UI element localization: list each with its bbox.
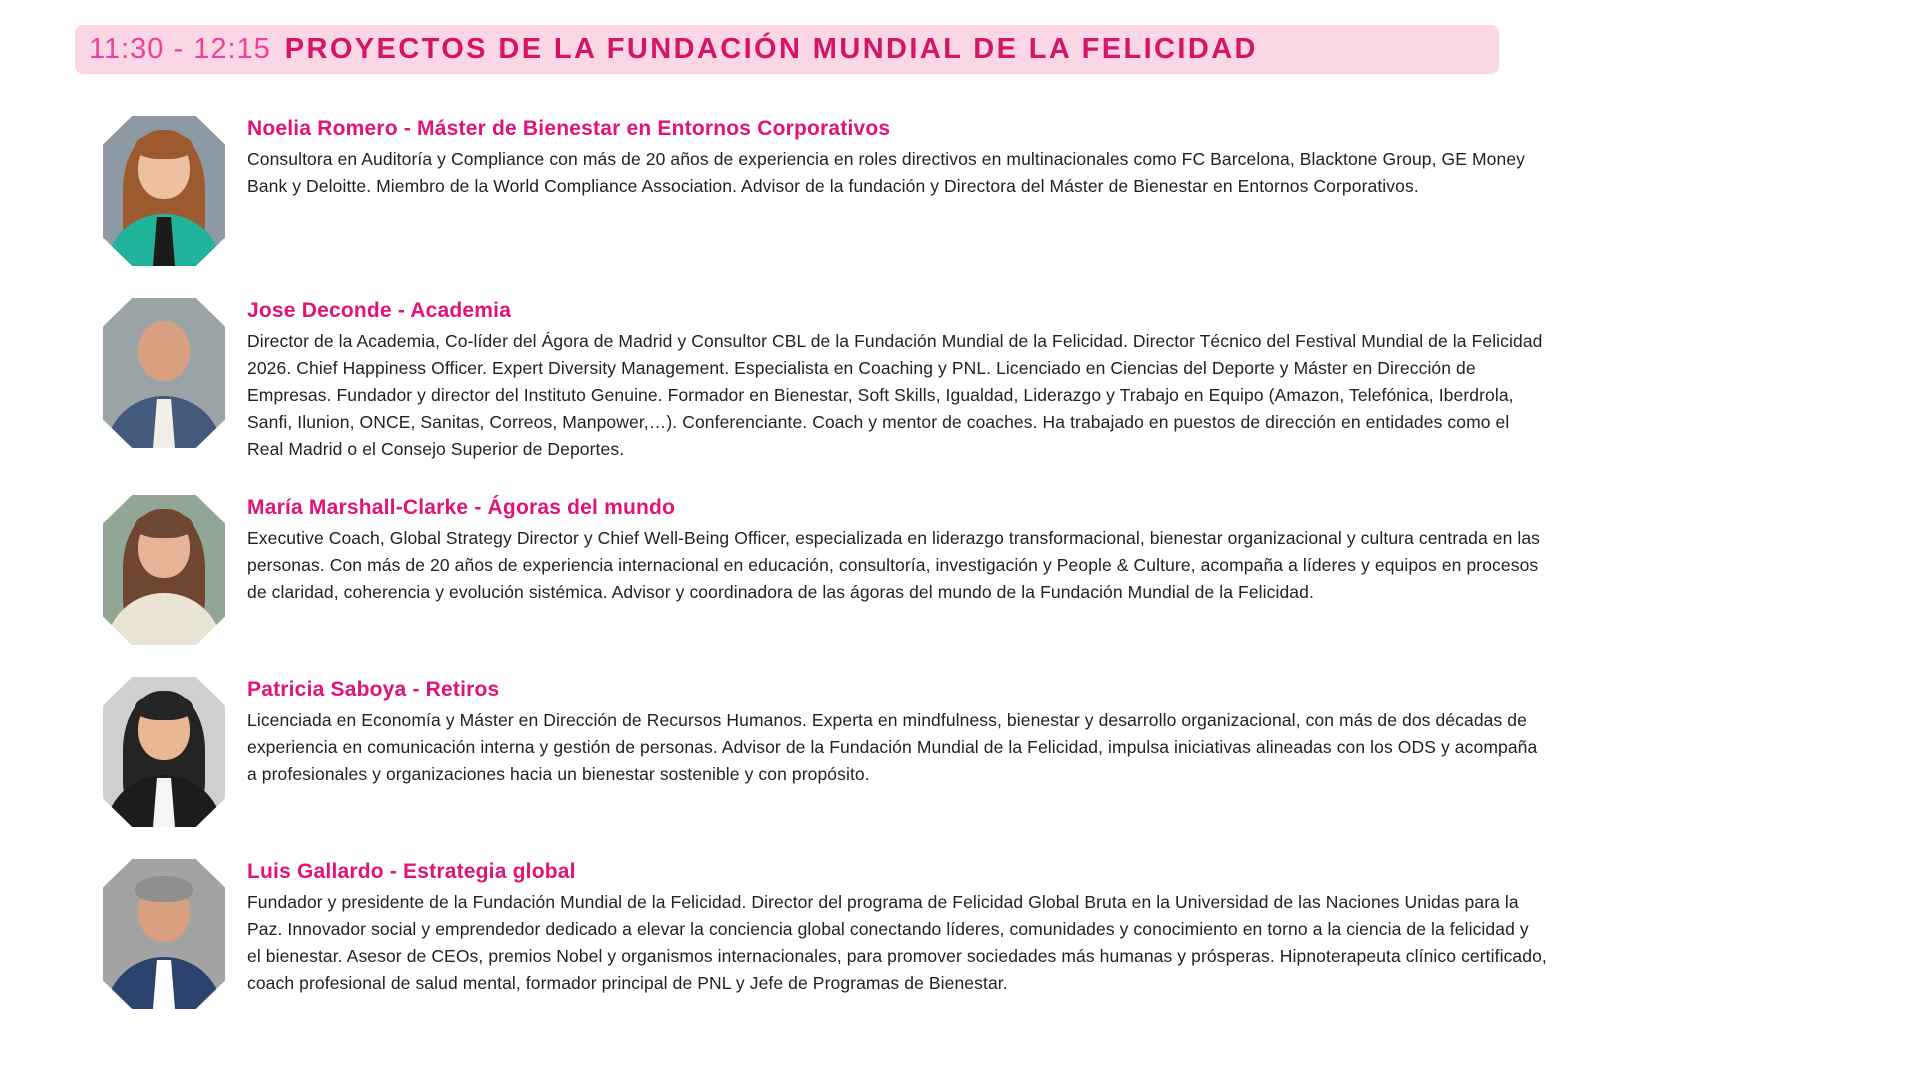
- avatar-hair-fringe: [135, 876, 194, 902]
- speaker-photo-portrait-bald-man-navy-blazer-white-shirt: [103, 298, 225, 448]
- speakers-list: [75, 116, 1920, 1009]
- session-title: PROYECTOS DE LA FUNDACIÓN MUNDIAL DE LA FELICIDAD: [284, 33, 1258, 65]
- speaker-row: [103, 677, 1920, 827]
- session-time: 11:30 - 12:15: [89, 33, 271, 65]
- speaker-text: [247, 495, 1547, 645]
- speaker-name: Noelia Romero - Máster de Bienestar en Entornos Corporativos: [247, 117, 891, 140]
- speaker-row: [103, 298, 1920, 463]
- speaker-bio: Licenciada en Economía y Máster en Dirección de Recursos Humanos. Experta en mindfulness, bienestar y desarrollo organizacional, con más de dos décadas de experiencia en comunicación interna y gestión de personas. Advisor de la Fundación Mundial de la Felicidad, impulsa iniciativas alineadas con los ODS y acompaña a profesionales y organizaciones hacia un bienestar sostenible y con propósito.: [247, 710, 1538, 784]
- speaker-name: Jose Deconde - Academia: [247, 299, 512, 322]
- avatar-hair-fringe: [135, 512, 194, 538]
- speaker-bio: Fundador y presidente de la Fundación Mundial de la Felicidad. Director del programa de Felicidad Global Bruta en la Universidad de las Naciones Unidas para la Paz. Innovador social y emprendedor dedicado a elevar la conciencia global conectando líderes, comunidades y conocimiento en torno a la ciencia de la felicidad y el bienestar. Asesor de CEOs, premios Nobel y organismos internacionales, para promover sociedades más humanas y prósperas. Hipnoterapeuta clínico certificado, coach profesional de salud mental, formador principal de PNL y Jefe de Programas de Bienestar.: [247, 892, 1547, 993]
- avatar-hair-fringe: [135, 694, 194, 720]
- speaker-text: [247, 116, 1547, 266]
- speaker-row: [103, 116, 1920, 266]
- session-banner: [75, 25, 1499, 74]
- speaker-photo-portrait-woman-long-auburn-hair-teal-blazer: [103, 116, 225, 266]
- speaker-bio: Director de la Academia, Co-líder del Ágora de Madrid y Consultor CBL de la Fundación Mundial de la Felicidad. Director Técnico del Festival Mundial de la Felicidad 2026. Chief Happiness Officer. Expert Diversity Management. Especialista en Coaching y PNL. Licenciado en Ciencias del Deporte y Máster en Dirección de Empresas. Fundador y director del Instituto Genuine. Formador en Bienestar, Soft Skills, Igualdad, Liderazgo y Trabajo en Equipo (Amazon, Telefónica, Iberdrola, Sanfi, Ilunion, ONCE, Sanitas, Correos, Manpower,…). Conferenciante. Coach y mentor de coaches. Ha trabajado en puestos de dirección en entidades como el Real Madrid o el Consejo Superior de Deportes.: [247, 331, 1543, 459]
- speaker-name: Luis Gallardo - Estrategia global: [247, 860, 576, 883]
- speaker-row: [103, 859, 1920, 1009]
- speaker-name: Patricia Saboya - Retiros: [247, 678, 500, 701]
- speaker-photo-portrait-woman-long-black-hair-black-blazer-white-top: [103, 677, 225, 827]
- speaker-bio: Consultora en Auditoría y Compliance con más de 20 años de experiencia en roles directivos en multinacionales como FC Barcelona, Blacktone Group, GE Money Bank y Deloitte. Miembro de la World Compliance Association. Advisor de la fundación y Directora del Máster de Bienestar en Entornos Corporativos.: [247, 149, 1526, 196]
- speaker-bio: Executive Coach, Global Strategy Director y Chief Well-Being Officer, especializada en liderazgo transformacional, bienestar organizacional y cultura centrada en las personas. Con más de 20 años de experiencia internacional en educación, consultoría, investigación y People & Culture, acompaña a líderes y equipos en procesos de claridad, coherencia y evolución sistémica. Advisor y coordinadora de las ágoras del mundo de la Fundación Mundial de la Felicidad.: [247, 528, 1541, 602]
- speaker-text: [247, 677, 1547, 827]
- speaker-row: [103, 495, 1920, 645]
- speaker-photo-portrait-man-gray-hair-navy-blazer-white-shirt: [103, 859, 225, 1009]
- avatar-hair-fringe: [135, 133, 194, 159]
- avatar-face: [138, 321, 189, 381]
- speaker-name: María Marshall-Clarke - Ágoras del mundo: [247, 496, 676, 519]
- speaker-text: [247, 298, 1547, 463]
- speaker-text: [247, 859, 1547, 1009]
- speaker-photo-portrait-woman-long-dark-wavy-hair-cream-jacket-green-background: [103, 495, 225, 645]
